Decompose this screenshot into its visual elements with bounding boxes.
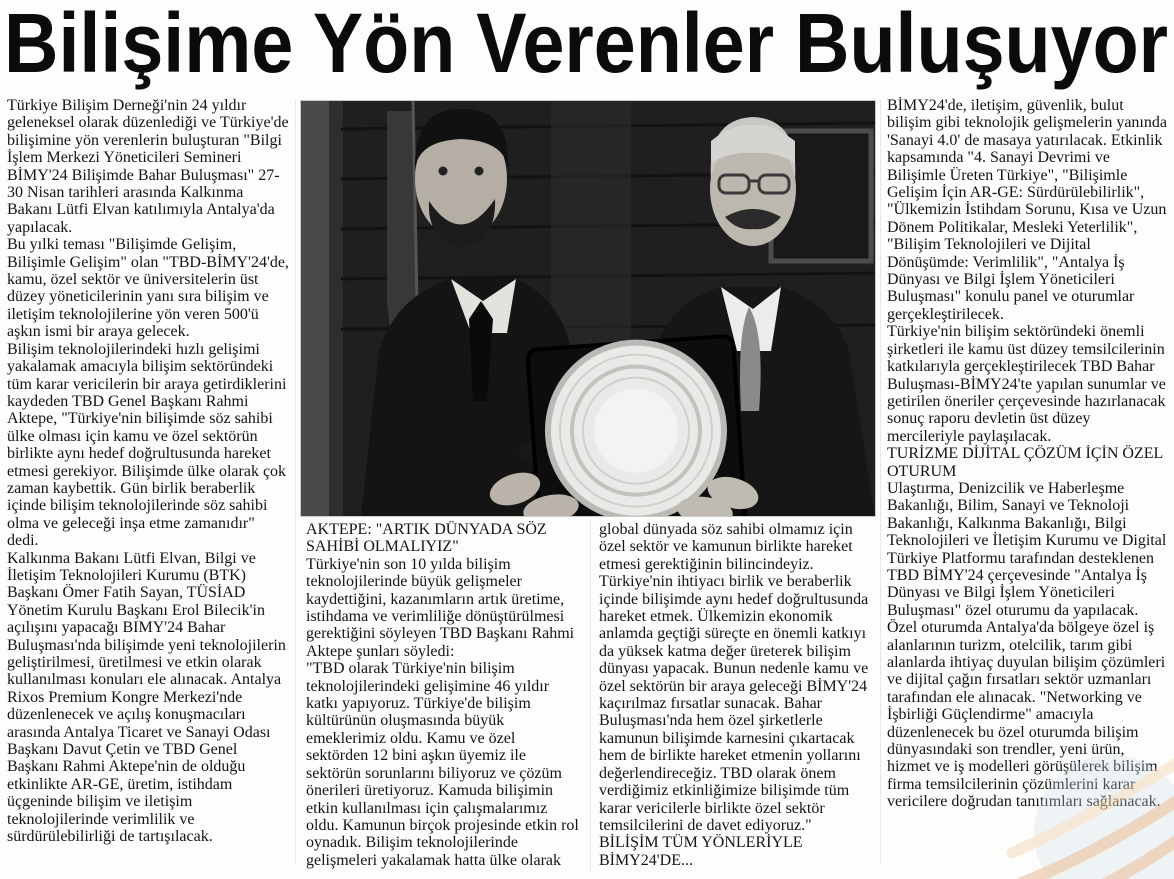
paragraph: Türkiye'nin son 10 yılda bilişim teknolojilerinde büyük gelişmeler kaydettiğini, kazanımların artık üretime, istihdama ve verimliliğe dönüştürülmesi gerektiğini söyleyen TBD Başkanı Rahmi Aktepe şunları söyledi: <box>306 555 575 660</box>
paragraph: "TBD olarak Türkiye'nin bilişim teknolojilerindeki gelişimine 46 yıldır katkı yapıyoruz. Türkiye'de bilişim kültürünün oluşmasında büyük emeklerimiz oldu. Kamu ve özel sektörden 12 bini aşkın üyemiz ile sektörün sorunlarını biliyoruz ve çözüm önerileri üretiyoruz. Kamuda bilişimin etkin kullanılması için çalışmalarımız oldu. Kamunun birçok projesinde etkin rol oynadık. Bilişim teknolojilerinde gelişmeleri yakalamak hatta ülke olarak <box>306 660 579 869</box>
article-column-2 <box>306 521 581 869</box>
paragraph: Bu yılki teması "Bilişimde Gelişim, Bilişimle Gelişim" olan "TBD-BİMY'24'de, kamu, özel sektör ve üniversitelerin üst düzey yöneticilerinin yanı sıra bilişim ve iletişim teknolojilerine yön veren 500'ü aşkın ismi bir araya gelecek. <box>7 236 289 341</box>
paragraph: Kalkınma Bakanı Lütfi Elvan, Bilgi ve İletişim Teknolojileri Kurumu (BTK) Başkanı Ömer Fatih Sayan, TÜSİAD Yönetim Kurulu Başkanı Erol Bilecik'in açılışını yapacağı BIMY'24 Bahar Buluşması'nda bilişimde yeni teknolojilerin geliştirilmesi, üretilmesi ve etkin olarak kullanılması konuları ele alınacak. Antalya Rixos Premium Kongre Merkezi'nde düzenlenecek ve açılış konuşmacıları arasında Antalya Ticaret ve Sanayi Odası Başkanı Davut Çetin ve TBD Genel Başkanı Rahmi Aktepe'nin de olduğu etkinlikte AR-GE, üretim, istihdam üçgeninde bilişim ve iletişim teknolojilerinde verimlilik ve sürdürülebilirliği de tartışılacak. <box>7 549 286 846</box>
article-column-3 <box>599 521 872 869</box>
paragraph: Ulaştırma, Denizcilik ve Haberleşme Bakanlığı, Bilim, Sanayi ve Teknoloji Bakanlığı, Kalkınma Bakanlığı, Bilgi Teknolojileri ve İletişim Kurumu ve Digital Türkiye Platformu tarafından desteklenen TBD BİMY'24 çerçevesinde "Antalya İş Dünyası ve Bilgi İşlem Yöneticileri Buluşması" özel oturumu da yapılacak. Özel oturumda Antalya'da bölgeye özel iş alanlarının turizm, otelcilik, tarım gibi alanlarda ihtiyaç duyulan bilişim çözümleri ve dijital çağın fırsatları sektör uzmanları tarafından ele alınacak. "Networking ve İşbirliği Güçlendirme" amacıyla düzenlenecek bu özel oturumda bilişim dünyasındaki son trendler, yeni ürün, hizmet ve iş modelleri görüşülerek bilişim firma temsilcilerinin çözümlerini karar vericilere doğrudan tanıtımları sağlanacak. <box>887 479 1167 811</box>
article-photo <box>300 100 876 517</box>
column-divider <box>295 100 296 865</box>
article-column-1 <box>7 97 290 845</box>
paragraph: BİMY24'de, iletişim, güvenlik, bulut bilişim gibi teknolojik gelişmelerin yanında 'Sanayi 4.0' de masaya yatırılacak. Etkinlik kapsamında "4. Sanayi Devrimi ve Bilişimle Üreten Türkiye", "Bilişimle Gelişim İçin AR-GE: Sürdürülebilirlik", "Ülkemizin İstihdam Sorunu, Kısa ve Uzun Dönem Politikalar, Mesleki Yeterlilik", "Bilişim Teknolojileri ve Dijital Dönüşümde: Verimlilik", "Antalya İş Dünyası ve Bilgi İşlem Yöneticileri Buluşması" konulu panel ve oturumlar gerçekleştirilecek. <box>887 97 1167 323</box>
article-column-4 <box>887 97 1170 811</box>
section-heading: BİLİŞİM TÜM YÖNLERİYLE BİMY24'DE... <box>599 834 803 869</box>
paragraph: Bilişim teknolojilerindeki hızlı gelişimi yakalamak amacıyla bilişim sektöründeki tüm karar vericilerin bir araya getirdiklerini kaydeden TBD Genel Başkanı Rahmi Aktepe, "Türkiye'nin bilişimde söz sahibi ülke olması için kamu ve özel sektörün birlikte aynı hedef doğrultusunda hareket etmesi gerekiyor. Bilişimde ülke olarak çok zaman kaybettik. Gün birlik beraberlik içinde bilişim teknolojilerinde söz sahibi olma ve geleceği inşa etme zamanıdır" dedi. <box>7 340 287 550</box>
headline-text: Bilişime Yön Verenler Buluşuyor <box>4 0 1168 90</box>
column-divider <box>880 100 881 865</box>
paragraph: Türkiye Bilişim Derneği'nin 24 yıldır geleneksel olarak düzenlediği ve Türkiye'de bilişimine yön verenlerin buluşturan "Bilgi İşlem Merkezi Yöneticileri Semineri BİMY'24 Bilişimde Bahar Buluşması" 27-30 Nisan tarihleri arasında Kalkınma Bakanı Lütfi Elvan katılımıyla Antalya'da yapılacak. <box>7 97 289 236</box>
caption-heading: AKTEPE: "ARTIK DÜNYADA SÖZ SAHİBİ OLMALIYIZ" <box>306 521 547 556</box>
section-heading: TURİZME DİJİTAL ÇÖZÜM İÇİN ÖZEL OTURUM <box>887 445 1163 480</box>
column-divider <box>590 521 591 871</box>
headline-block <box>0 0 1174 94</box>
photo-illustration <box>301 101 875 516</box>
paragraph: Türkiye'nin bilişim sektöründeki önemli şirketleri ile kamu üst düzey temsilcilerinin katkılarıyla gerçekleştirilecek TBD Bahar Buluşması-BİMY24'te yapılan sunumlar ve getirilen öneriler çerçevesinde hazırlanacak sonuç raporu devletin üst düzey mercileriyle paylaşılacak. <box>887 323 1166 445</box>
paragraph: global dünyada söz sahibi olmamız için özel sektör ve kamunun birlikte hareket etmesi gerektiğinin bilincindeyiz. Türkiye'nin ihtiyacı birlik ve beraberlik içinde bilişimde aynı hedef doğrultusunda hareket etmek. Ülkemizin ekonomik anlamda geçtiği süreçte en önemli katkıyı da yüksek katma değer üreterek bilişim dünyası yapacak. Bunun nedenle kamu ve özel sektörün bir araya geleceği BİMY'24 kaçırılmaz fırsatlar sunacak. Bahar Buluşması'nda hem özel şirketlerle kamunun bilişimde karnesini çıkartacak hem de birlikte hareket etmenin yollarını değerlendireceğiz. TBD olarak önem verdiğimiz etkinliğimize bilişimde tüm karar vericilerle birlikte özel sektör temsilcilerini de davet ediyoruz." <box>599 521 869 834</box>
